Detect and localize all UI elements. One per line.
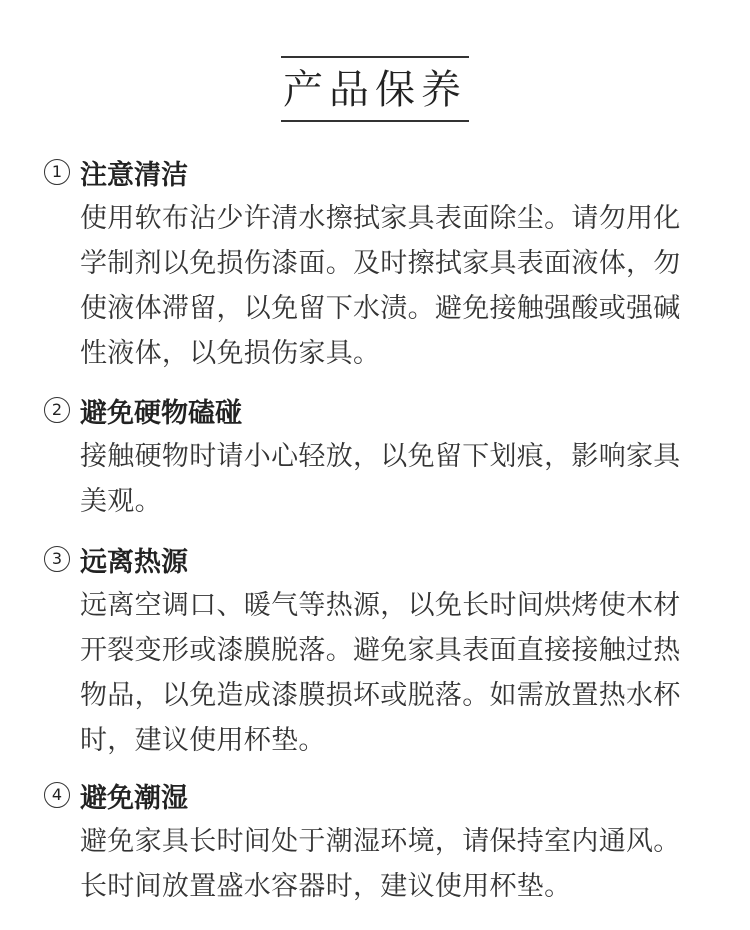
circled-number: 1 [44,159,70,185]
section-heat [44,541,724,763]
section-title: 远离热源 [80,546,188,578]
section-humidity [44,777,724,909]
section-body: 避免家具长时间处于潮湿环境，请保持室内通风。长时间放置盛水容器时，建议使用杯垫。 [80,826,681,902]
section-avoid-hard-objects [44,392,724,524]
section-heading [44,777,724,813]
section-title: 注意清洁 [80,159,188,191]
section-heading [44,541,724,577]
section-body: 接触硬物时请小心轻放，以免留下划痕，影响家具美观。 [80,441,681,517]
section-title: 避免潮湿 [80,782,188,814]
section-heading [44,392,724,428]
title-wrap [0,56,750,122]
section-body: 远离空调口、暖气等热源，以免长时间烘烤使木材开裂变形或漆膜脱落。避免家具表面直接接触过热物品，以免造成漆膜损坏或脱落。如需放置热水杯时，建议使用杯垫。 [80,590,681,756]
section-title: 避免硬物磕碰 [80,397,242,429]
circled-number: 3 [44,546,70,572]
section-clean [44,154,724,376]
circled-number: 2 [44,397,70,423]
section-body: 使用软布沾少许清水擦拭家具表面除尘。请勿用化学制剂以免损伤漆面。及时擦拭家具表面液体，勿使液体滞留，以免留下水渍。避免接触强酸或强碱性液体，以免损伤家具。 [80,203,681,369]
page-title: 产品保养 [281,56,469,122]
section-heading [44,154,724,190]
circled-number: 4 [44,782,70,808]
